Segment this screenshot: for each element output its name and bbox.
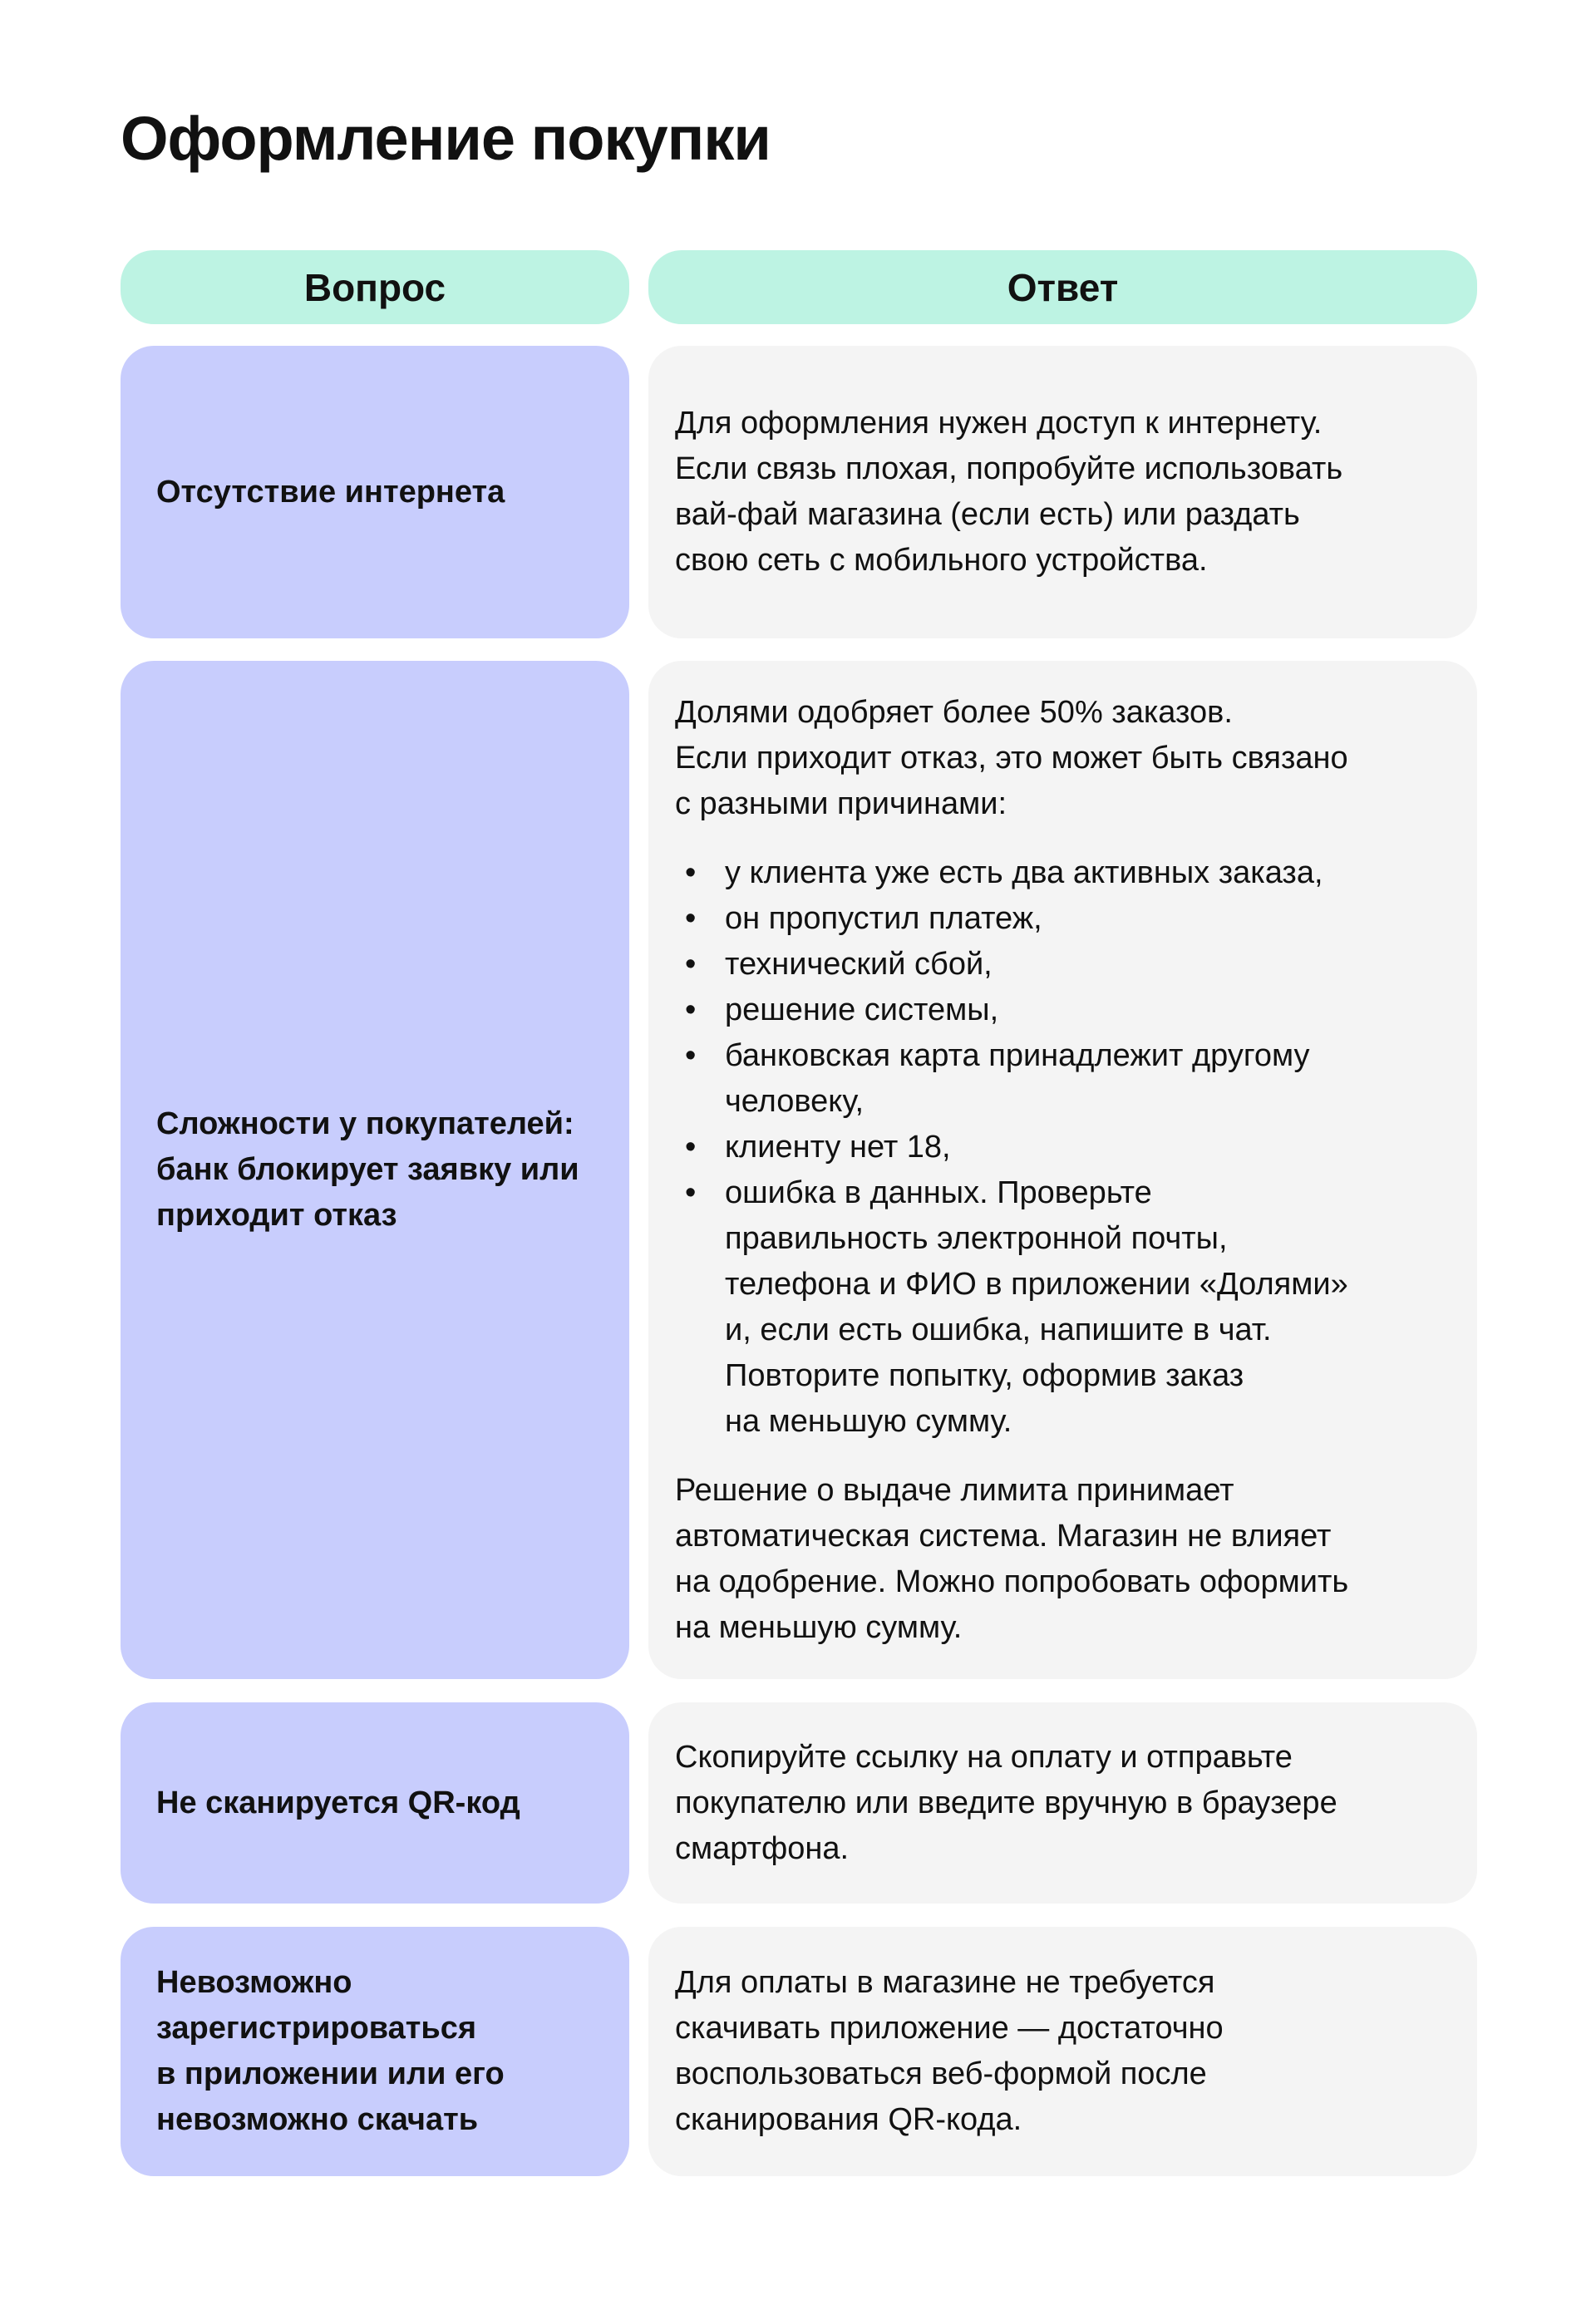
answer-line: на одобрение. Можно попробовать оформить bbox=[675, 1564, 1349, 1599]
question-text bbox=[156, 1960, 505, 2143]
bullet-icon: • bbox=[685, 900, 697, 936]
answer-line: на меньшую сумму. bbox=[675, 1609, 963, 1645]
answer-paragraph bbox=[675, 690, 1348, 827]
answer-line: покупателю или введите вручную в браузере bbox=[675, 1785, 1337, 1820]
answer-line: свою сеть с мобильного устройства. bbox=[675, 543, 1208, 578]
reason-line: технический сбой, bbox=[725, 946, 993, 982]
reason-line: и, если есть ошибка, напишите в чат. bbox=[725, 1312, 1272, 1347]
reason-line: Повторите попытку, оформив заказ bbox=[725, 1357, 1244, 1393]
answer-line: скачивать приложение — достаточно bbox=[675, 2011, 1224, 2046]
answer-line: с разными причинами: bbox=[675, 786, 1007, 821]
reason-line: ошибка в данных. Проверьте bbox=[725, 1175, 1152, 1210]
reason-list bbox=[675, 850, 1348, 1445]
answer-paragraph bbox=[675, 1468, 1348, 1651]
question-text bbox=[156, 1101, 579, 1239]
question-cell bbox=[121, 1702, 629, 1904]
answer-line: воспользоваться веб-формой после bbox=[675, 2056, 1207, 2091]
reason-line: банковская карта принадлежит другому bbox=[725, 1037, 1310, 1073]
answer-text bbox=[675, 401, 1342, 584]
reason-line: человеку, bbox=[725, 1083, 864, 1119]
reason-item bbox=[675, 896, 1348, 942]
reason-item bbox=[675, 1125, 1348, 1170]
question-text bbox=[156, 470, 505, 515]
reason-item bbox=[675, 942, 1348, 988]
question-cell bbox=[121, 1927, 629, 2176]
answer-line: автоматическая система. Магазин не влияет bbox=[675, 1518, 1332, 1554]
question-line: невозможно скачать bbox=[156, 2102, 479, 2137]
header-answer bbox=[648, 250, 1477, 324]
bullet-icon: • bbox=[685, 1175, 697, 1210]
bullet-icon: • bbox=[685, 1037, 697, 1073]
question-line: Невозможно bbox=[156, 1965, 352, 2000]
header-question bbox=[121, 250, 629, 324]
question-line: в приложении или его bbox=[156, 2056, 505, 2091]
reason-line: на меньшую сумму. bbox=[725, 1403, 1012, 1439]
answer-line: вай-фай магазина (если есть) или раздать bbox=[675, 497, 1300, 532]
answer-cell bbox=[648, 1927, 1477, 2176]
answer-cell bbox=[648, 661, 1477, 1679]
reason-line: решение системы, bbox=[725, 992, 999, 1027]
answer-line: Решение о выдаче лимита принимает bbox=[675, 1472, 1234, 1508]
question-line: Сложности у покупателей: bbox=[156, 1106, 574, 1141]
question-line: Отсутствие интернета bbox=[156, 474, 505, 510]
answer-cell bbox=[648, 346, 1477, 638]
answer-text bbox=[675, 1735, 1337, 1872]
answer-paragraph bbox=[675, 1960, 1224, 2143]
header-answer-label: Ответ bbox=[1007, 265, 1119, 309]
header-question-label: Вопрос bbox=[303, 265, 446, 309]
reason-line: клиенту нет 18, bbox=[725, 1129, 951, 1165]
answer-line: Если связь плохая, попробуйте использовать bbox=[675, 451, 1343, 486]
question-cell bbox=[121, 346, 629, 638]
page-title: Оформление покупки bbox=[121, 104, 771, 173]
answer-line: Долями одобряет более 50% заказов. bbox=[675, 694, 1233, 730]
reason-item bbox=[675, 850, 1348, 896]
bullet-icon: • bbox=[685, 992, 697, 1027]
answer-cell bbox=[648, 1702, 1477, 1904]
bullet-icon: • bbox=[685, 946, 697, 982]
question-line: банк блокирует заявку или bbox=[156, 1152, 579, 1187]
reason-line: он пропустил платеж, bbox=[725, 900, 1042, 936]
answer-line: сканирования QR-кода. bbox=[675, 2102, 1022, 2137]
question-line: приходит отказ bbox=[156, 1198, 397, 1233]
answer-text bbox=[675, 690, 1348, 1651]
reason-item bbox=[675, 1170, 1348, 1445]
reason-line: правильность электронной почты, bbox=[725, 1220, 1228, 1256]
reason-line: у клиента уже есть два активных заказа, bbox=[725, 855, 1323, 890]
answer-line: Для оформления нужен доступ к интернету. bbox=[675, 406, 1323, 441]
reason-item bbox=[675, 1033, 1348, 1125]
question-cell bbox=[121, 661, 629, 1679]
question-line: Не сканируется QR-код bbox=[156, 1785, 520, 1820]
reason-item bbox=[675, 988, 1348, 1033]
question-text bbox=[156, 1780, 520, 1826]
bullet-icon: • bbox=[685, 855, 697, 890]
answer-line: Если приходит отказ, это может быть связано bbox=[675, 740, 1348, 776]
answer-paragraph bbox=[675, 1735, 1337, 1872]
reason-line: телефона и ФИО в приложении «Долями» bbox=[725, 1266, 1348, 1302]
bullet-icon: • bbox=[685, 1129, 697, 1165]
answer-text bbox=[675, 1960, 1224, 2143]
question-line: зарегистрироваться bbox=[156, 2011, 477, 2046]
answer-line: Скопируйте ссылку на оплату и отправьте bbox=[675, 1739, 1293, 1775]
answer-line: смартфона. bbox=[675, 1830, 850, 1866]
answer-line: Для оплаты в магазине не требуется bbox=[675, 1965, 1215, 2000]
answer-paragraph bbox=[675, 401, 1342, 584]
